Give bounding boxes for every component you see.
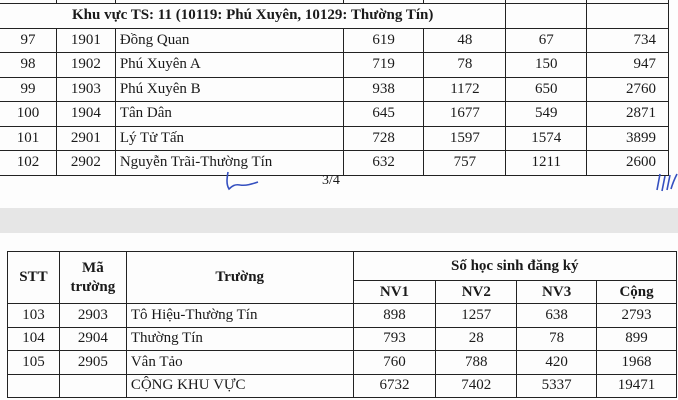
nv1-cell: 898 [353, 304, 436, 328]
stt-cell: 103 [8, 304, 60, 328]
nv2-cell: 1597 [424, 126, 506, 151]
total-cell: 2600 [587, 151, 669, 176]
nv2-cell: 757 [424, 151, 506, 176]
table-row [0, 151, 669, 176]
table-row [0, 28, 669, 53]
nv1-cell: 793 [353, 327, 436, 351]
stt-cell: 101 [0, 126, 56, 151]
stt-cell: 102 [0, 151, 56, 176]
nv3-total: 5337 [517, 374, 597, 398]
page-gap [0, 208, 678, 233]
school-name-cell: Nguyễn Trãi-Thường Tín [115, 151, 343, 176]
stt-cell: 99 [0, 77, 56, 102]
nv1-cell: 728 [343, 126, 424, 151]
total-cell: 899 [597, 327, 677, 351]
school-name-cell: Phú Xuyên A [115, 53, 343, 78]
stt-cell: 105 [8, 351, 60, 375]
signature-mark-icon [222, 170, 262, 192]
school-name-cell: Lý Tử Tấn [115, 126, 343, 151]
nv1-cell: 760 [353, 351, 436, 375]
school-name-cell: Tân Dân [115, 102, 343, 127]
school-code-cell: 2902 [56, 151, 115, 176]
header-row [8, 252, 677, 281]
nv1-cell: 645 [343, 102, 424, 127]
nv1-header: NV1 [353, 281, 436, 304]
document-page-bottom [0, 233, 678, 400]
school-code-header-line2: trường [70, 278, 116, 295]
school-name-cell: Tô Hiệu-Thường Tín [126, 304, 353, 328]
nv3-cell: 67 [506, 28, 587, 53]
nv1-cell: 619 [343, 28, 424, 53]
total-cell: 2760 [587, 77, 669, 102]
nv2-cell: 1172 [424, 77, 506, 102]
nv3-cell: 1211 [506, 151, 587, 176]
registration-table-bottom [7, 251, 677, 398]
nv1-cell: 938 [343, 77, 424, 102]
total-header: Cộng [597, 281, 677, 304]
school-name-cell: Phú Xuyên B [115, 77, 343, 102]
stt-cell: 98 [0, 53, 56, 78]
table-row [8, 351, 677, 375]
nv3-cell: 420 [517, 351, 597, 375]
table-row [0, 77, 669, 102]
grand-total: 19471 [597, 374, 677, 398]
nv2-cell: 78 [424, 53, 506, 78]
table-row [8, 304, 677, 328]
stt-header: STT [8, 252, 60, 304]
nv2-cell: 28 [436, 327, 517, 351]
stt-cell: 97 [0, 28, 56, 53]
total-row [8, 374, 677, 398]
total-cell: 734 [587, 28, 669, 53]
school-name-header: Trường [126, 252, 353, 304]
school-code-cell: 2904 [59, 327, 126, 351]
region-title: Khu vực TS: 11 (10119: Phú Xuyên, 10129: Thường Tín) [0, 4, 506, 29]
stt-cell: 100 [0, 102, 56, 127]
nv3-cell: 650 [506, 77, 587, 102]
nv3-cell: 78 [517, 327, 597, 351]
nv2-cell: 788 [436, 351, 517, 375]
nv3-cell: 150 [506, 53, 587, 78]
nv1-cell: 719 [343, 53, 424, 78]
nv2-header: NV2 [436, 281, 517, 304]
school-code-header [59, 252, 126, 304]
school-code-header-line1: Mã [82, 259, 104, 276]
school-code-cell: 1904 [56, 102, 115, 127]
region-header-row [0, 4, 669, 29]
nv1-total: 6732 [353, 374, 436, 398]
total-cell: 3899 [587, 126, 669, 151]
school-code-cell: 1903 [56, 77, 115, 102]
table-row [8, 327, 677, 351]
nv3-cell: 1574 [506, 126, 587, 151]
signature-mark-icon [655, 170, 678, 194]
school-code-cell: 2903 [59, 304, 126, 328]
total-label: CỘNG KHU VỰC [126, 374, 353, 398]
nv2-total: 7402 [436, 374, 517, 398]
nv2-cell: 48 [424, 28, 506, 53]
school-name-cell: Thường Tín [126, 327, 353, 351]
total-cell: 947 [587, 53, 669, 78]
table-row [0, 126, 669, 151]
school-code-cell: 2901 [56, 126, 115, 151]
stt-cell: 104 [8, 327, 60, 351]
school-name-cell: Đồng Quan [115, 28, 343, 53]
nv3-header: NV3 [517, 281, 597, 304]
nv3-cell: 638 [517, 304, 597, 328]
school-code-cell: 1902 [56, 53, 115, 78]
nv3-cell: 549 [506, 102, 587, 127]
nv2-cell: 1257 [436, 304, 517, 328]
total-cell: 1968 [597, 351, 677, 375]
nv1-cell: 632 [343, 151, 424, 176]
school-name-cell: Vân Tảo [126, 351, 353, 375]
registration-table-top [0, 0, 669, 176]
page-number: 3/4 [322, 173, 340, 188]
table-row [0, 102, 669, 127]
nv2-cell: 1677 [424, 102, 506, 127]
table-row [0, 53, 669, 78]
school-code-cell: 1901 [56, 28, 115, 53]
registration-count-header: Số học sinh đăng ký [353, 252, 676, 281]
total-cell: 2793 [597, 304, 677, 328]
total-cell: 2871 [587, 102, 669, 127]
school-code-cell: 2905 [59, 351, 126, 375]
